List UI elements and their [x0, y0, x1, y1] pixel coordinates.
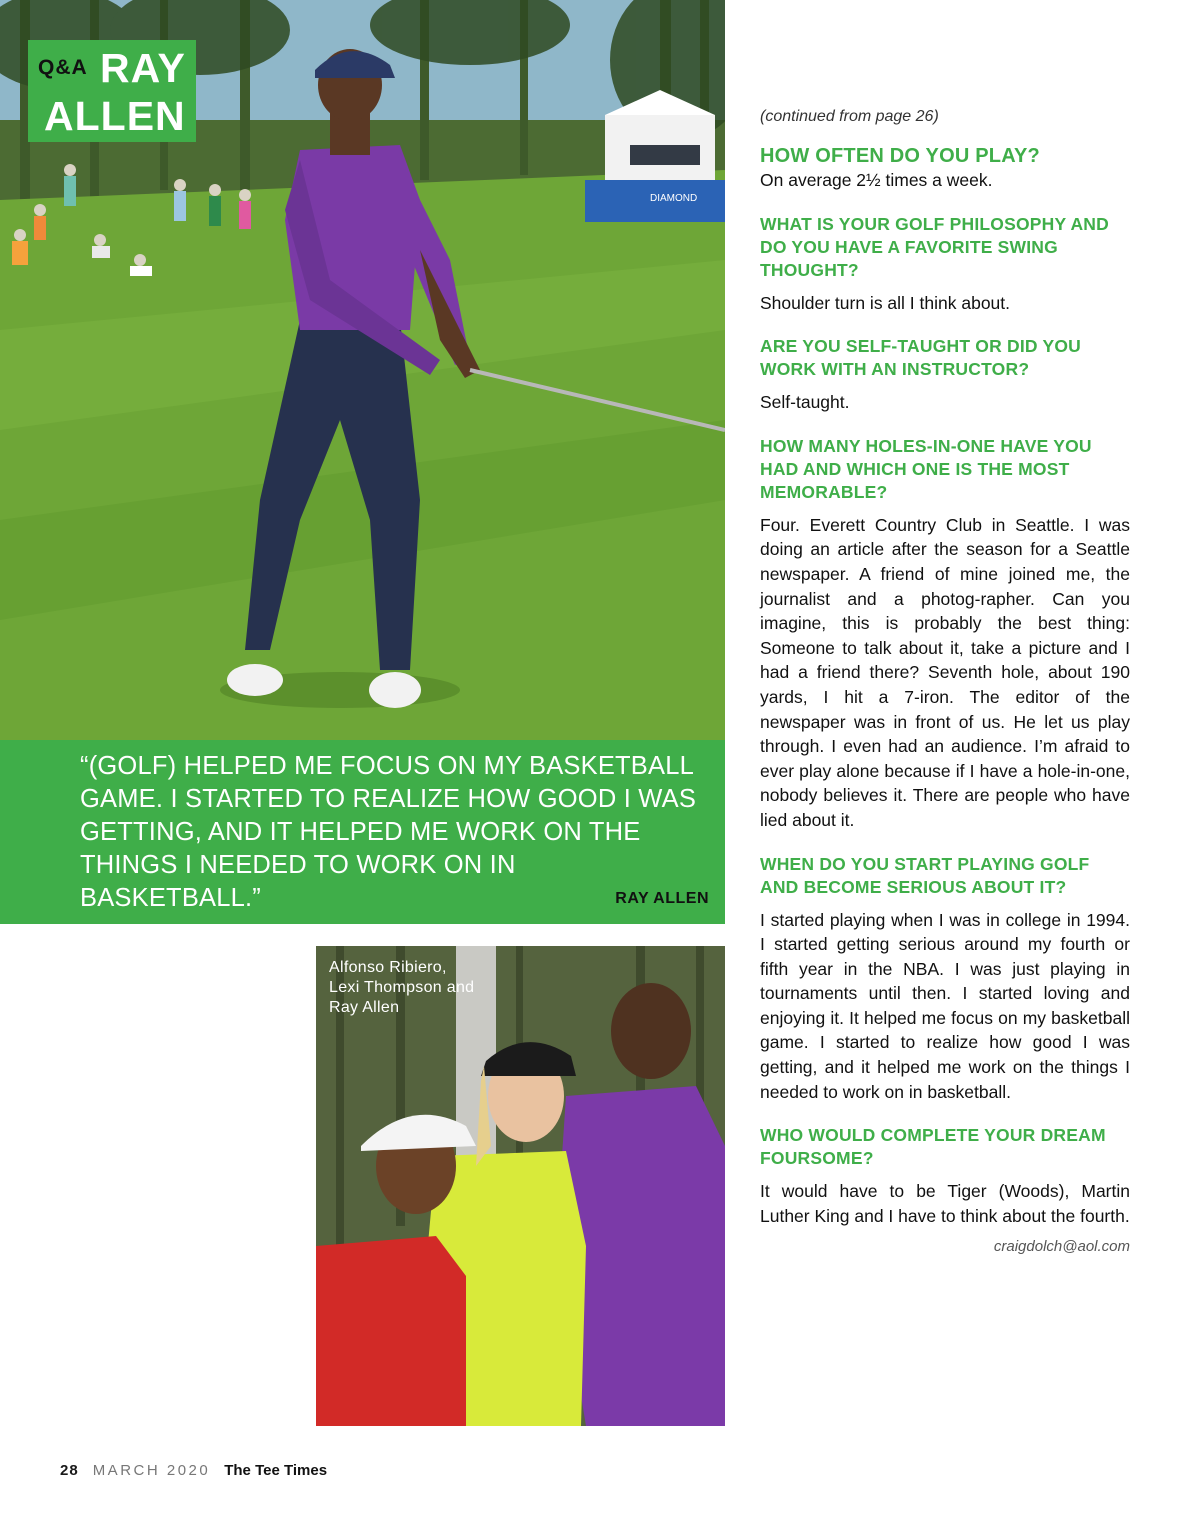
answer-text: On average 2½ times a week. — [760, 170, 993, 190]
question-heading: WHAT IS YOUR GOLF PHILOSOPHY AND DO YOU HAVE A FAVORITE SWING THOUGHT? — [760, 213, 1109, 280]
badge-first-name: RAY — [100, 45, 186, 91]
magazine-name: The Tee Times — [224, 1462, 328, 1479]
qa-block — [760, 853, 1130, 1105]
question-heading: HOW MANY HOLES-IN-ONE HAVE YOU HAD AND WHICH ONE IS THE MOST MEMORABLE? — [760, 435, 1092, 502]
question-heading: HOW OFTEN DO YOU PLAY? — [760, 145, 1040, 167]
answer-text: Four. Everett Country Club in Seattle. I was doing an article after the season for a Seattle newspaper. A friend of mine joined me, the journalist and a photog-rapher. Can you imagine, this is probably the best thing: Someone to talk about it, take a picture and I had a friend there? Seventh hole, about 190 yards, I hit a 7-iron. The editor of the newspaper was in front of us. He let us play through. I even had an audience. I’m afraid to ever play alone because if I have a hole-in-one, nobody believes it. There are people who have lied about it. — [760, 514, 1130, 830]
qa-block — [760, 1124, 1130, 1228]
qa-block — [760, 213, 1130, 316]
question-heading: WHO WOULD COMPLETE YOUR DREAM FOURSOME? — [760, 1125, 1106, 1169]
sign-text: DIAMOND — [650, 193, 698, 204]
qa-block — [760, 144, 1130, 193]
title-badge — [28, 40, 196, 142]
answer-text: It would have to be Tiger (Woods), Martin Luther King and I have to think about the fourth. — [760, 1181, 1130, 1226]
continued-note: (continued from page 26) — [760, 108, 939, 125]
badge-last-name: ALLEN — [44, 93, 186, 139]
answer-text: Shoulder turn is all I think about. — [760, 292, 1011, 313]
pull-quote-text: “(GOLF) HELPED ME FOCUS ON MY BASKETBALL GAME. I STARTED TO REALIZE HOW GOOD I WAS GETTING, AND IT HELPED ME WORK ON THE THINGS I NEEDED TO WORK ON IN BASKETBALL.” — [80, 752, 697, 912]
group-illustration — [316, 946, 725, 1426]
answer-text: I started playing when I was in college in 1994. I started getting serious around my fourth or fifth year in the NBA. I was just playing in tournaments until then. I started loving and enjoying it. It helped me focus on my basketball game. I started to realize how good I was getting, and it helped me work on the things I needed to work on in basketball. — [760, 909, 1130, 1102]
badge-prefix: Q&A — [38, 56, 88, 79]
answer-text: Self-taught. — [760, 392, 850, 413]
photo-caption: Alfonso Ribiero, Lexi Thompson and Ray Allen — [329, 959, 475, 1016]
page-number: 28 — [60, 1462, 79, 1479]
article-column — [760, 108, 1130, 1255]
group-photo — [316, 946, 725, 1426]
issue-date: MARCH 2020 — [92, 1462, 211, 1479]
pull-quote — [0, 740, 725, 924]
qa-block — [760, 435, 1130, 833]
author-email[interactable]: craigdolch@aol.com — [993, 1238, 1130, 1256]
question-heading: ARE YOU SELF-TAUGHT OR DID YOU WORK WITH AN INSTRUCTOR? — [760, 336, 1082, 380]
pull-quote-attribution: RAY ALLEN — [615, 890, 709, 907]
qa-block — [760, 335, 1130, 415]
page-footer — [60, 1462, 327, 1479]
question-heading: WHEN DO YOU START PLAYING GOLF AND BECOME SERIOUS ABOUT IT? — [760, 853, 1090, 897]
